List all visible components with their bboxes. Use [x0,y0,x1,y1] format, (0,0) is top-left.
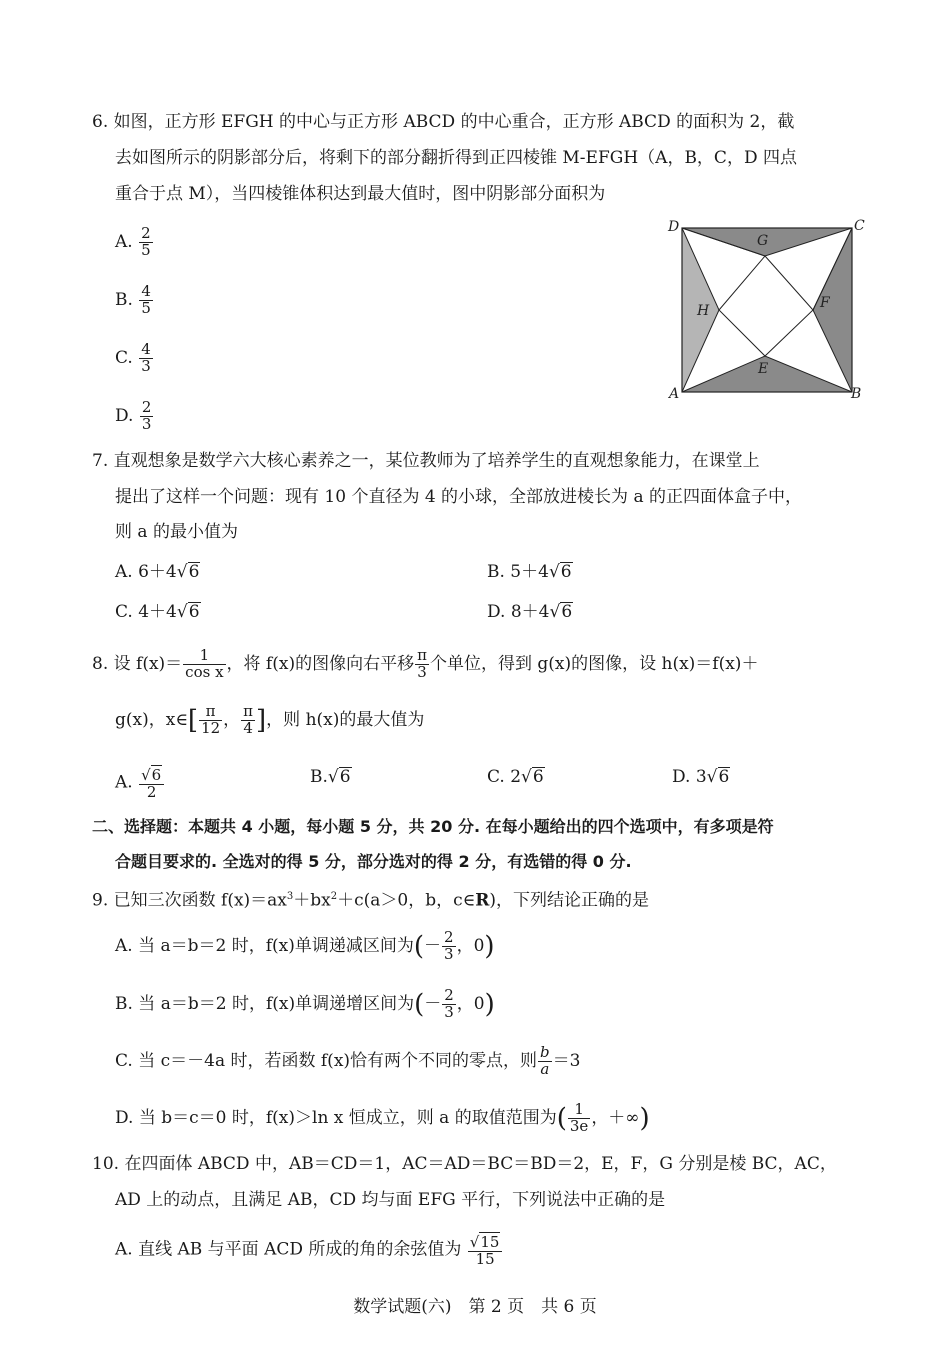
page-footer: 数学试题(六) 第 2 页 共 6 页 [353,1297,597,1317]
q8-line1: 8. 设 f(x)＝ $\frac{1}{\text{cos x}}$ ，将 f(x)的图像向右平移 $\frac{\pi}{3}$ 个单位，得到 g(x)的图像，设 h(x)＝f(x)＋ [92,646,759,681]
q10-line2: AD 上的动点，且满足 AB，CD 均与面 EFG 平行，下列说法中正确的是 [115,1190,666,1210]
q7-option-b: B. 5＋4√6 [487,562,572,582]
q7-option-c: C. 4＋4√6 [115,602,200,622]
label-a: A [669,386,680,402]
q7-line1: 7. 直观想象是数学六大核心素养之一，某位教师为了培养学生的直观想象能力，在课堂上 [92,451,760,471]
q8-option-c: C. 2√6 [487,767,544,787]
q7-line3: 则 a 的最小值为 [115,522,238,542]
section2-line2: 合题目要求的. 全选对的得 5 分，部分选对的得 2 分，有选错的得 0 分. [115,852,632,871]
q7-line2: 提出了这样一个问题：现有 10 个直径为 4 的小球，全部放进棱长为 a 的正四面体盒子中， [115,487,803,507]
q10-line1: 10. 在四面体 ABCD 中，AB＝CD＝1，AC＝AD＝BC＝BD＝2，E，F，G 分别是棱 BC，AC， [92,1154,837,1174]
q6-option-b: B. $\frac{4}{5}$ [115,282,151,317]
q6-line1: 6. 如图，正方形 EFGH 的中心与正方形 ABCD 的中心重合，正方形 ABCD 的面积为 2，截 [92,112,795,132]
label-f: F [820,295,830,311]
label-g: G [757,233,769,249]
label-b: B [851,386,862,402]
q9-option-c: C. 当 c＝－4a 时，若函数 f(x)恰有两个不同的零点，则 $\frac{b}{a}$ ＝3 [115,1043,581,1078]
q8-option-d: D. 3√6 [672,767,730,787]
inner-square-efgh [719,256,813,356]
square-figure [665,214,865,404]
q7-option-a: A. 6＋4√6 [115,562,200,582]
q6-line2: 去如图所示的阴影部分后，将剩下的部分翻折得到正四棱锥 M-EFGH（A，B，C，D 四点 [115,148,797,168]
q8-option-a: A. $\frac{√6}{2}$ [115,765,165,801]
q6-option-c: C. $\frac{4}{3}$ [115,340,151,375]
q6-line3: 重合于点 M），当四棱锥体积达到最大值时，图中阴影部分面积为 [115,184,606,204]
q9-option-a: A. 当 a＝b＝2 时，f(x)单调递减区间为(－ $\frac{2}{3}$ ，0) [115,928,495,963]
q8-option-b: B.√6 [310,767,351,787]
q9-stem: 9. 已知三次函数 $f(x)=ax^3+bx^2+c(a>0$，b，c∈R)，下列结论正确的是 [92,890,650,911]
shaded-triangle-right [813,228,852,392]
q7-option-d: D. 8＋4√6 [487,602,573,622]
q6-option-a: A. $\frac{2}{5}$ [115,224,151,259]
label-e: E [758,361,769,377]
q9-option-d: D. 当 b＝c＝0 时，f(x)＞ln x 恒成立，则 a 的取值范围为( $\frac{1}{3e}$ ，＋∞) [115,1100,650,1135]
q6-option-d: D. $\frac{2}{3}$ [115,398,152,433]
label-h: H [697,303,710,319]
q9-option-b: B. 当 a＝b＝2 时，f(x)单调递增区间为(－ $\frac{2}{3}$ ，0) [115,986,495,1021]
section2-line1: 二、选择题：本题共 4 小题，每小题 5 分，共 20 分. 在每小题给出的四个选项中，有多项是符 [92,817,774,836]
q10-option-a: A. 直线 AB 与平面 ACD 所成的角的余弦值为 $\frac{√15}{15}$ [115,1232,503,1268]
label-d: D [668,219,680,235]
label-c: C [854,218,865,234]
q8-line2: g(x)，x∈[ $\frac{\pi}{12}$ ， $\frac{\pi}{4}$ ]，则 h(x)的最大值为 [115,702,425,737]
